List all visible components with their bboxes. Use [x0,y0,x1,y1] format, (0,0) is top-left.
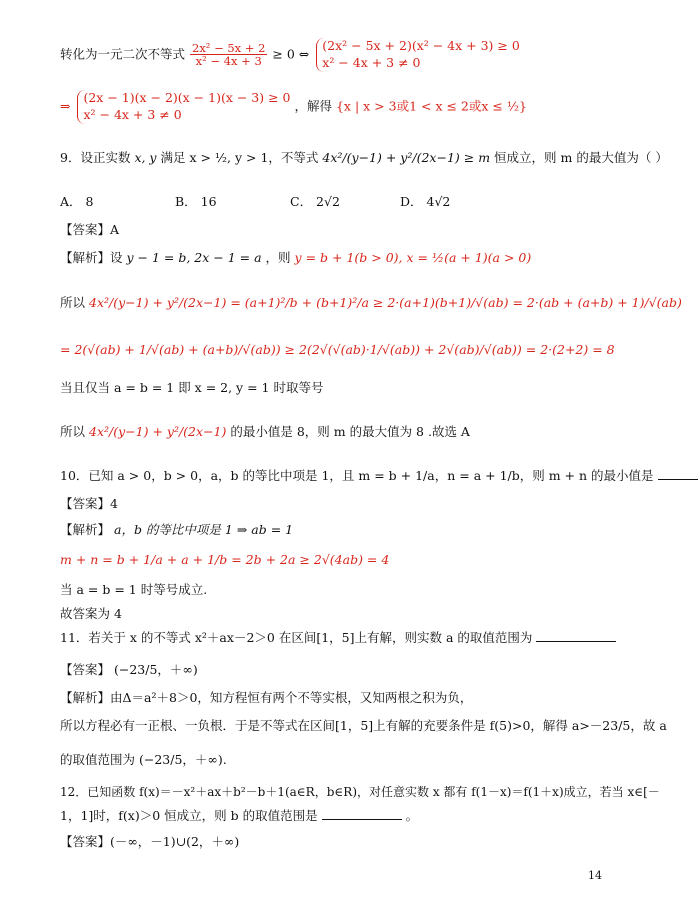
q9-answer: 【答案】A [60,222,120,237]
q11-answer-value: (−23/5，＋∞) [114,662,198,677]
q10-solution [60,522,293,539]
q9-so-label: 所以 [60,295,86,310]
fraction-inequality [190,42,267,68]
q10-text: 10．已知 a > 0，b > 0，a，b 的等比中项是 1，且 m = b + 1/a，n = a + 1/b，则 m + n 的最小值是 [60,468,654,483]
q10-answer: 【答案】4 [60,496,118,511]
system-1 [316,38,520,72]
system-2-row-1: (2x − 1)(x − 2)(x − 1)(x − 3) ≥ 0 [83,90,291,105]
q9-option-a: A． 8 [60,194,94,209]
q11-solution-3 [60,752,227,769]
q9-substitution: y − 1 = b, 2x − 1 = a [126,250,262,265]
q9-expression: 4x²/(y−1) + y²/(2x−1) [89,295,227,310]
q9-conclusion-text: 的最小值是 8，则 m 的最大值为 8 .故选 A [230,424,470,439]
q10-answer-blank [658,479,698,480]
line-transform [60,38,520,72]
q9-substitution-result: y = b + 1(b > 0), x = ½(a + 1)(a > 0) [294,250,532,265]
system-2-row-2: x² − 4x + 3 ≠ 0 [83,106,182,122]
q9-condition: 满足 x > ½, y > 1，不等式 [160,150,319,165]
q11-range-label: 的取值范围为 [60,752,136,767]
question-9 [60,150,668,167]
q9-vars: x, y [134,150,157,165]
q9-then: ，则 [265,250,291,265]
q9-conclusion-label: 所以 [60,424,86,439]
q11-solution-1: 【解析】由Δ＝a²＋8＞0，知方程恒有两个不等实根，又知两根之积为负， [60,690,473,705]
q10-derivation: m + n = b + 1/a + a + 1/b = 2b + 2a ≥ 2√(4ab) = 4 [60,552,390,567]
q9-prefix: 9．设正实数 [60,150,131,165]
q11-text: 11．若关于 x 的不等式 x²＋ax－2＞0 在区间[1，5]上有解，则实数 a 的取值范围为 [60,630,533,645]
implies-symbol: ⇒ [60,98,71,114]
q11-range-value: (−23/5，＋∞). [139,752,227,767]
q9-solution-label: 【解析】设 [60,250,123,265]
q9-option-b: B． 16 [175,194,217,209]
equivalence-symbol: ≥ 0 ⇔ [272,46,310,62]
q9-option-d: D． 4√2 [400,194,451,209]
q9-step-1: = (a+1)²/b + (b+1)²/a ≥ 2·(a+1)(b+1)/√(ab) = 2·(ab + (a+b) + 1)/√(ab) [230,295,682,310]
question-11 [60,630,616,647]
question-10 [60,468,698,485]
q9-solution-step-2: = 2(√(ab) + 1/√(ab) + (a+b)/√(ab)) ≥ 2(2√(√(ab)·1/√(ab)) + 2√(ab)/√(ab)) = 2·(2+2) = 8 [60,342,615,357]
page-number: 14 [588,869,602,882]
q11-answer-blank [536,641,616,642]
system-2 [77,90,290,124]
q9-equality-condition: 当且仅当 a = b = 1 即 x = 2, y = 1 时取等号 [60,380,324,395]
q11-answer-label: 【答案】 [60,662,111,677]
transform-label: 转化为一元二次不等式 [60,46,186,62]
q9-suffix: 恒成立，则 m 的最大值为（ ） [494,150,668,165]
q12-answer-blank [322,819,402,820]
q10-final: 故答案为 4 [60,606,122,621]
q9-solution-sub [60,250,531,267]
line-solve [60,90,527,124]
question-12-line-1: 12．已知函数 f(x)＝－x²＋ax＋b²－b＋1(a∈R，b∈R)，对任意实数 x 都有 f(1－x)＝f(1＋x)成立，若当 x∈[－ [60,785,660,799]
q10-solution-label: 【解析】 [60,522,111,537]
q12-text: 1，1]时，f(x)＞0 恒成立，则 b 的取值范围是 [60,808,318,823]
q9-option-c: C． 2√2 [290,194,340,209]
fraction-numerator: 2x² − 5x + 2 [192,40,266,55]
solution-set: {x | x > 3或1 < x ≤ 2或x ≤ ½} [335,98,527,114]
system-1-row-1: (2x² − 5x + 2)(x² − 4x + 3) ≥ 0 [322,38,520,53]
q12-answer: 【答案】(－∞，－1)∪(2，＋∞) [60,834,240,849]
q9-inequality: 4x²/(y−1) + y²/(2x−1) ≥ m [322,150,491,165]
q9-conclusion-expression: 4x²/(y−1) + y²/(2x−1) [89,424,227,439]
q10-solution-text: a，b 的等比中项是 1 ⇒ ab = 1 [114,522,294,537]
q9-conclusion [60,424,470,441]
q10-equality: 当 a = b = 1 时等号成立. [60,582,208,597]
fraction-denominator: x² − 4x + 3 [195,54,262,69]
q9-solution-step-1 [60,295,682,312]
solve-label: ，解得 [294,98,332,114]
question-12-line-2 [60,808,418,825]
system-1-row-2: x² − 4x + 3 ≠ 0 [322,54,421,70]
q12-period: 。 [405,808,419,823]
q11-solution-2: 所以方程必有一正根、一负根．于是不等式在区间[1，5]上有解的充要条件是 f(5)>0，解得 a>－23/5，故 a [60,718,667,733]
q11-answer [60,662,198,679]
